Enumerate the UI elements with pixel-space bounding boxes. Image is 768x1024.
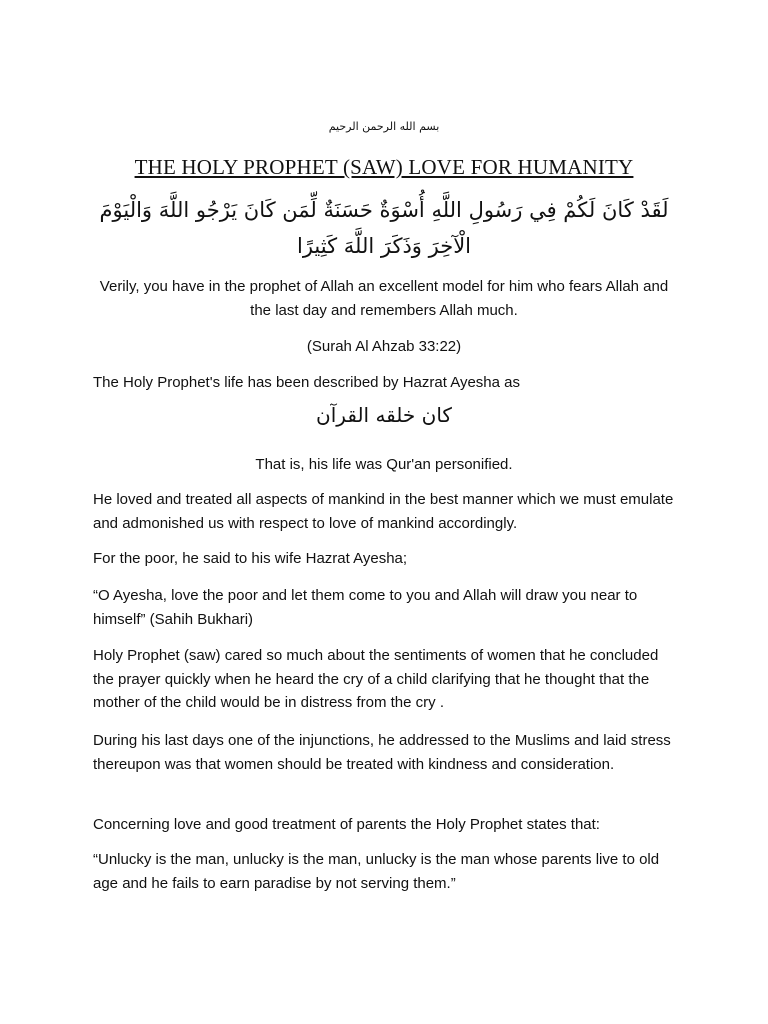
ayesha-quote-arabic: كان خلقه القرآن (316, 403, 452, 427)
ayesha-intro: The Holy Prophet's life has been described by Hazrat Ayesha as (93, 374, 520, 391)
verse-translation: Verily, you have in the prophet of Allah an excellent model for him who fears Allah and the last day and remembers Allah much. (99, 278, 669, 319)
verse-reference: (Surah Al Ahzab 33:22) (306, 338, 462, 355)
paragraph-hadith-parents: “Unlucky is the man, unlucky is the man, unlucky is the man whose parents live to old age and he fails to earn paradise by not serving them.” (93, 851, 660, 892)
paragraph-last-days: During his last days one of the injunctions, he addressed to the Muslims and laid stress thereupon was that women should be treated with kindness and consideration. (93, 732, 671, 773)
paragraph-mankind: He loved and treated all aspects of mankind in the best manner which we must emulate and admonished us with respect to love of mankind accordingly. (93, 491, 674, 532)
paragraph-parents-intro: Concerning love and good treatment of parents the Holy Prophet states that: (93, 816, 600, 833)
paragraph-hadith-poor: “O Ayesha, love the poor and let them come to you and Allah will draw you near to himself” (Sahih Bukhari) (93, 587, 638, 628)
ayesha-meaning: That is, his life was Qur'an personified. (255, 456, 513, 473)
page-title: THE HOLY PROPHET (SAW) LOVE FOR HUMANITY (134, 155, 634, 179)
paragraph-women-prayer: Holy Prophet (saw) cared so much about the sentiments of women that he concluded the prayer quickly when he heard the cry of a child clarifying that he thought that the mother of the child would be in distress from the cry . (93, 647, 659, 711)
quran-verse-arabic: لَقَدْ كَانَ لَكُمْ فِي رَسُولِ اللَّهِ أُسْوَةٌ حَسَنَةٌ لِّمَن كَانَ يَرْجُو اللَّهَ وَالْيَوْمَ الْآخِرَ وَذَكَرَ اللَّهَ كَثِيرًا (99, 198, 669, 258)
paragraph-poor-intro: For the poor, he said to his wife Hazrat Ayesha; (93, 550, 408, 567)
basmala: بسم الله الرحمن الرحيم (328, 120, 440, 133)
